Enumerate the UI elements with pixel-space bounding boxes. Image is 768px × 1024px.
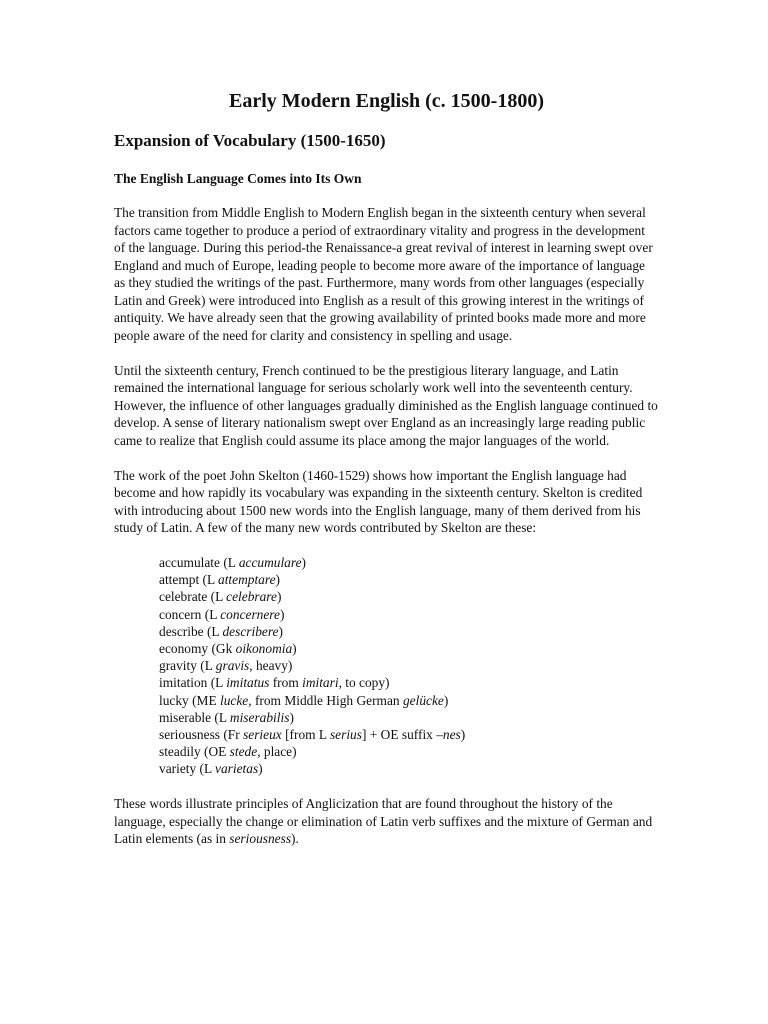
paragraph-3: The work of the poet John Skelton (1460-1529) shows how important the English language had become and how rapidly its vocabulary was expanding in the sixteenth century. Skelton is credited with introducing about 1500 new words into the English language, many of them derived from his study of Latin. A few of the many new words contributed by Skelton are these: [114,467,643,535]
word-list-item: concern (L concernere) [159,606,285,622]
word-list-item: describe (L describere) [159,623,283,639]
paragraph-2: Until the sixteenth century, French continued to be the prestigious literary language, and Latin remained the international language for serious scholarly work well into the seventeenth century. However, the influence of other languages gradually diminished as the English language continued to develop. A sense of literary nationalism swept over England as an increasingly large reading public came to realize that English could assume its place among the major languages of the world. [114,362,658,448]
page-title: Early Modern English (c. 1500-1800) [229,90,544,112]
document-content [114,88,659,865]
word-list-item: attempt (L attemptare) [159,572,281,588]
paragraph-1: The transition from Middle English to Modern English began in the sixteenth century when several factors came together to produce a period of extraordinary vitality and progress in the development of the language. During this period-the Renaissance-a great revival of interest in learning swept over England and much of Europe, leading people to become more aware of the importance of language as they studied the writings of the past. Furthermore, many words from other languages (especially Latin and Greek) were introduced into English as a result of this growing interest in the writings of antiquity. We have already seen that the growing availability of printed books made more and more people aware of the need for clarity and consistency in spelling and usage. [114,205,653,343]
word-list-item: celebrate (L celebrare) [159,589,282,605]
subsection-heading: The English Language Comes into Its Own [114,171,362,186]
word-list-item: gravity (L gravis, heavy) [159,658,293,674]
word-list-item: seriousness (Fr serieux [from L serius] + OE suffix –nes) [159,727,466,743]
word-list-item: imitation (L imitatus from imitari, to copy) [159,675,390,691]
word-list-item: variety (L varietas) [159,761,263,777]
section-heading: Expansion of Vocabulary (1500-1650) [114,131,386,150]
word-list-item: lucky (ME lucke, from Middle High German gelücke) [159,692,449,708]
word-list [159,554,659,778]
word-list-item: steadily (OE stede, place) [159,744,297,760]
word-list-item: accumulate (L accumulare) [159,555,306,570]
closing-paragraph: These words illustrate principles of Anglicization that are found throughout the history of the language, especially the change or elimination of Latin verb suffixes and the mixture of German and Latin elements (as in seriousness). [114,796,653,847]
word-list-item: miserable (L miserabilis) [159,709,294,725]
word-list-item: economy (Gk oikonomia) [159,641,297,657]
